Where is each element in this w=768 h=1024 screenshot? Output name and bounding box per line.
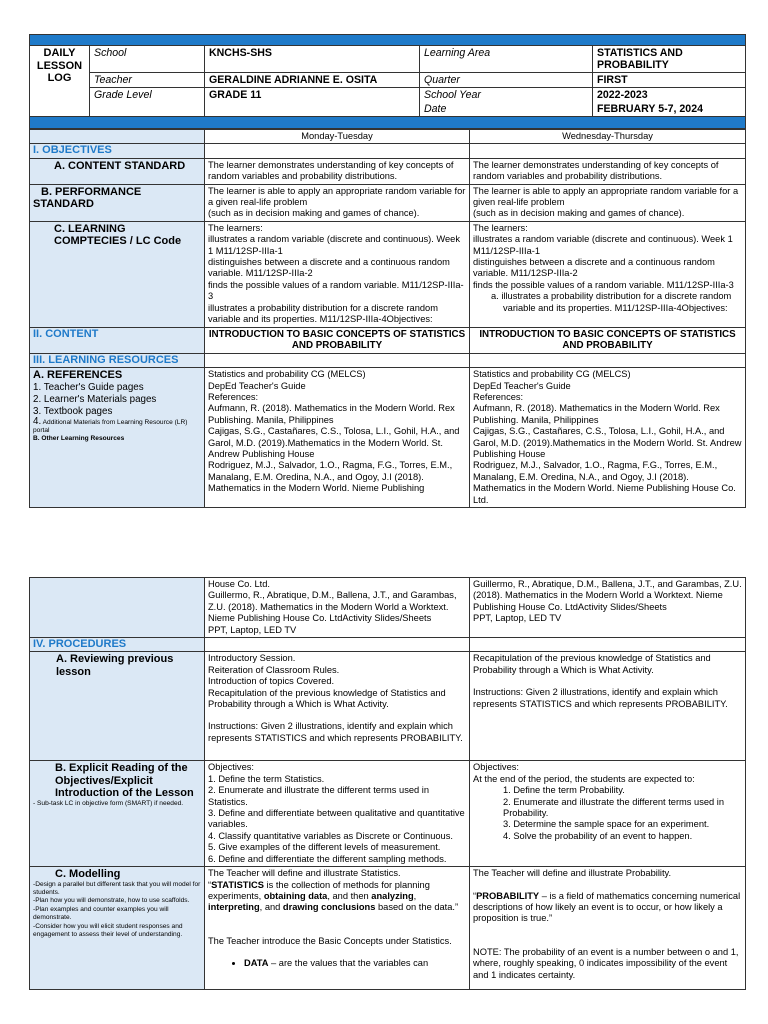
competencies-1: The learners: illustrates a random variable (discrete and continuous). Week 1 M11/12SP-IIIa-1 distinguishes between a discrete and a continuous random variable. M11/12SP-IIIa-2 finds the possible values of a random variable. M11/12SP-IIIa-3 illustrates a probability distribution for a discrete random variable and its properties. M11/12SP-IIIa-4Objectives: xyxy=(205,221,470,327)
explicit-reading-2: Objectives: At the end of the period, the students are expected to: 1. Define the term Probability. 2. Enumerate and illustrate the different terms used in Probability. 3. Determine the sample space for an experiment. 4. Solve the probability of an event to happen. xyxy=(470,761,746,867)
competencies-2: The learners: illustrates a random variable (discrete and continuous). Week 1 M11/12SP-IIIa-1 distinguishes between a discrete and a continuous random variable. M11/12SP-IIIa-2 finds the possible values of a random variable. M11/12SP-IIIa-3 a. illustrates a probability distribution for a discrete random variable and its properties. M11/12SP-IIIa-4Objectives: xyxy=(470,221,746,327)
performance-standard-1: The learner is able to apply an appropriate random variable for a given real-life problem (such as in decision making and games of chance). xyxy=(205,184,470,221)
modelling-1: The Teacher will define and illustrate Statistics. “STATISTICS is the collection of methods for planning experiments, obtaining data, and then analyzing, interpreting, and drawing conclusions based on the data.” The Teacher introduce the Basic Concepts under Statistics. • DATA – are the values that the variables can xyxy=(205,867,470,990)
grade-value: GRADE 11 xyxy=(205,88,420,117)
lesson-log-body-1 xyxy=(29,129,746,508)
learning-area-value: STATISTICS AND PROBABILITY xyxy=(593,46,746,73)
daily-lesson-log-title: DAILY LESSON LOG xyxy=(30,46,90,117)
grade-label: Grade Level xyxy=(90,88,205,117)
learning-area-label: Learning Area xyxy=(420,46,593,73)
day-col-2: Wednesday-Thursday xyxy=(470,130,746,144)
content-title-2: INTRODUCTION TO BASIC CONCEPTS OF STATISTICS AND PROBABILITY xyxy=(470,327,746,353)
reviewing-1: Introductory Session. Reiteration of Classroom Rules. Introduction of topics Covered. Recapitulation of the previous knowledge of Statistics and Probability through a Which is What Activity. Instructions: Given 2 illustrations, identify and explain which represents STATISTICS and which represents PROBABILITY. xyxy=(205,652,470,761)
procedures-heading: IV. PROCEDURES xyxy=(30,638,205,652)
lesson-log-body-2 xyxy=(29,577,746,990)
performance-standard-2: The learner is able to apply an appropriate random variable for a given real-life problem (such as in decision making and games of chance). xyxy=(470,184,746,221)
teacher-value: GERALDINE ADRIANNE E. OSITA xyxy=(205,73,420,88)
explicit-reading-label: B. Explicit Reading of the Objectives/Explicit Introduction of the Lesson - Sub-task LC in objective form (SMART) if needed. xyxy=(30,761,205,867)
reviewing-2: Recapitulation of the previous knowledge of Statistics and Probability through a Which is What Activity. Instructions: Given 2 illustrations, identify and explain which represents STATISTICS and which represents PROBABILITY. xyxy=(470,652,746,761)
modelling-2: The Teacher will define and illustrate Probability. “PROBABILITY – is a field of mathematics concerning numerical descriptions of how likely an event is to occur, or how likely a proposition is true.” NOTE: The probability of an event is a number between o and 1, where, roughly speaking, 0 indicates impossibility of the event and 1 indicates certainty. xyxy=(470,867,746,990)
lesson-log-page-2 xyxy=(29,577,745,990)
lesson-log-page-1 xyxy=(29,34,745,508)
objectives-heading: I. OBJECTIVES xyxy=(30,144,205,158)
lesson-log-table-1 xyxy=(29,34,746,129)
day-col-1: Monday-Tuesday xyxy=(205,130,470,144)
reviewing-label: A. Reviewing previous lesson xyxy=(30,652,205,761)
references-2: Statistics and probability CG (MELCS) DepEd Teacher's Guide References: Aufmann, R. (2018). Mathematics in the Modern World. Rex Publishing. Manila, Philippines Cajigas, S.G., Castañares, C.S., Tolosa, L.I., Gohil, H.A., and Garol, M.D. (2019).Mathematics in the Modern World. St. Andrew Publishing House Rodriguez, M.J., Salvador, 1.O., Ragma, F.G., Torres, E.M., Manalang, E.M. Oredina, N.A., and Ogoy, J.I (2018). Mathematics in the Modern World. Nieme Publishing House Co. Ltd. xyxy=(470,368,746,508)
performance-standard-label: B. PERFORMANCE STANDARD xyxy=(30,184,205,221)
school-year-value: 2022-2023 xyxy=(593,88,746,103)
date-label: Date xyxy=(420,102,593,117)
references-cont-1: House Co. Ltd. Guillermo, R., Abratique, D.M., Ballena, J.T., and Garambas, Z.U. (2018). Mathematics in the Modern World a Worktext. Nieme Publishing House Co. LtdActivity Slides/Sheets PPT, Laptop, LED TV xyxy=(205,578,470,638)
date-value: FEBRUARY 5-7, 2024 xyxy=(593,102,746,117)
references-1: Statistics and probability CG (MELCS) DepEd Teacher's Guide References: Aufmann, R. (2018). Mathematics in the Modern World. Rex Publishing. Manila, Philippines Cajigas, S.G., Castañares, C.S., Tolosa, L.I., Gohil, H.A., and Garol, M.D. (2019).Mathematics in the Modern World. St. Andrew Publishing House Rodriguez, M.J., Salvador, 1.O., Ragma, F.G., Torres, E.M., Manalang, E.M. Oredina, N.A., and Ogoy, J.I (2018). Mathematics in the Modern World. Nieme Publishing xyxy=(205,368,470,508)
competencies-label: C. LEARNING COMPTECIES / LC Code xyxy=(30,221,205,327)
teacher-label: Teacher xyxy=(90,73,205,88)
quarter-label: Quarter xyxy=(420,73,593,88)
references-labels: A. REFERENCES 1. Teacher's Guide pages 2. Learner's Materials pages 3. Textbook pages 4. Additional Materials from Learning Resource (LR) portal B. Other Learning Resources xyxy=(30,368,205,508)
modelling-label: C. Modelling -Design a parallel but different task that you will model for students. -Plan how you will demonstrate, how to use scaffolds. -Plan examples and counter examples you will demonstrate. -Consider how you will elicit student responses and engagement to assess their level of understanding. xyxy=(30,867,205,990)
content-standard-label: A. CONTENT STANDARD xyxy=(30,158,205,184)
explicit-reading-1: Objectives: 1. Define the term Statistics. 2. Enumerate and illustrate the different terms used in Statistics. 3. Define and differentiate between qualitative and quantitative variables. 4. Classify quantitative variables as Discrete or Continuous. 5. Give examples of the different levels of measurement. 6. Define and differentiate the different sampling methods. xyxy=(205,761,470,867)
content-heading: II. CONTENT xyxy=(30,327,205,353)
school-year-label: School Year xyxy=(420,88,593,103)
content-standard-2: The learner demonstrates understanding of key concepts of random variables and probability distributions. xyxy=(470,158,746,184)
resources-heading: III. LEARNING RESOURCES xyxy=(30,353,205,367)
quarter-value: FIRST xyxy=(593,73,746,88)
header-bar xyxy=(30,35,746,46)
school-value: KNCHS-SHS xyxy=(205,46,420,73)
content-standard-1: The learner demonstrates understanding of key concepts of random variables and probability distributions. xyxy=(205,158,470,184)
school-label: School xyxy=(90,46,205,73)
content-title-1: INTRODUCTION TO BASIC CONCEPTS OF STATISTICS AND PROBABILITY xyxy=(205,327,470,353)
references-cont-2: Guillermo, R., Abratique, D.M., Ballena, J.T., and Garambas, Z.U. (2018). Mathematics in the Modern World a Worktext. Nieme Publishing House Co. LtdActivity Slides/Sheets PPT, Laptop, LED TV xyxy=(470,578,746,638)
